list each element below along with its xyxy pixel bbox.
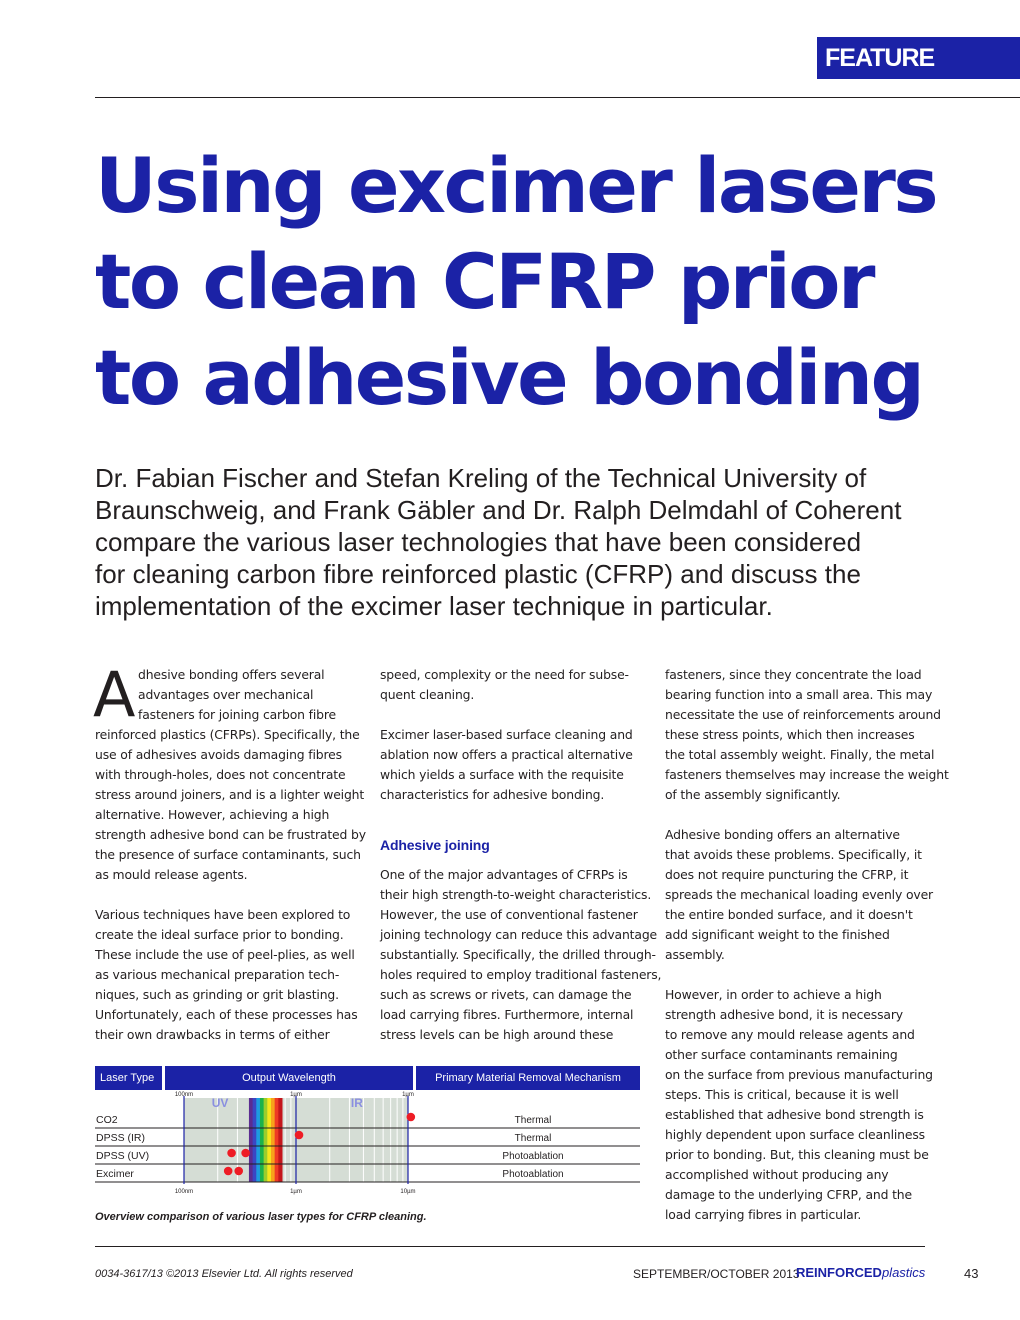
body-line: Various techniques have been explored to — [95, 907, 351, 922]
body-line: these stress points, which then increases — [665, 727, 915, 742]
standfirst-line: Dr. Fabian Fischer and Stefan Kreling of the Technical University of — [95, 463, 867, 493]
wavelength-dot — [241, 1149, 250, 1158]
body-line: other surface contaminants remaining — [665, 1047, 898, 1062]
title-line: to adhesive bonding — [95, 333, 923, 422]
body-line: Adhesive bonding offers an alternative — [665, 827, 900, 842]
tick-label-top-1um-a: 1µm — [290, 1092, 302, 1098]
journal-logo-bold: REINFORCED — [796, 1265, 882, 1280]
body-line: prior to bonding. But, this cleaning must be — [665, 1147, 929, 1162]
body-line: However, the use of conventional fastener — [380, 907, 638, 922]
standfirst-line: Braunschweig, and Frank Gäbler and Dr. Ralph Delmdahl of Coherent — [95, 495, 902, 525]
body-line: load carrying fibres. Furthermore, internal — [380, 1007, 634, 1022]
body-line: spreads the mechanical loading evenly over — [665, 887, 933, 902]
body-line: their own drawbacks in terms of either — [95, 1027, 330, 1042]
body-line: However, in order to achieve a high — [665, 987, 882, 1002]
wavelength-dot — [224, 1167, 233, 1176]
visible-spectrum-band — [249, 1098, 283, 1182]
row-laser-name: Excimer — [96, 1168, 134, 1180]
body-line: load carrying fibres in particular. — [665, 1207, 862, 1222]
standfirst — [95, 462, 925, 622]
body-line: as mould release agents. — [95, 867, 248, 882]
figure-header-row — [95, 1066, 640, 1090]
header-output-wavelength: Output Wavelength — [165, 1066, 413, 1090]
body-line: steps. This is critical, because it is well — [665, 1087, 899, 1102]
body-line: necessitate the use of reinforcements around — [665, 707, 941, 722]
drop-cap: A — [93, 658, 136, 731]
spectrum-stripe — [271, 1098, 275, 1182]
body-line: reinforced plastics (CFRPs). Specifically, the — [95, 727, 360, 742]
spectrum-stripe — [267, 1098, 271, 1182]
body-line: strength adhesive bond, it is necessary — [665, 1007, 903, 1022]
row-laser-name: DPSS (UV) — [96, 1150, 150, 1162]
bottom-rule — [95, 1246, 925, 1247]
body-line: stress around joiners, and is a lighter weight — [95, 787, 365, 802]
body-column-3 — [665, 665, 949, 1225]
body-line: their high strength-to-weight characteristics. — [380, 887, 652, 902]
standfirst-line: compare the various laser technologies that have been considered — [95, 527, 862, 557]
standfirst-line: implementation of the excimer laser technique in particular. — [95, 591, 773, 621]
body-column-1 — [93, 658, 366, 1045]
tick-label-bottom-100nm: 100nm — [174, 1189, 194, 1195]
body-line: use of adhesives avoids damaging fibres — [95, 747, 342, 762]
body-line: fasteners for joining carbon fibre — [138, 707, 337, 722]
body-line: advantages over mechanical — [138, 687, 314, 702]
body-line: quent cleaning. — [380, 687, 475, 702]
header-removal-mechanism: Primary Material Removal Mechanism — [416, 1066, 640, 1090]
band-label-uv: UV — [211, 1096, 229, 1110]
body-line: holes required to employ traditional fasteners, — [380, 967, 662, 982]
body-line: bearing function into a small area. This may — [665, 687, 933, 702]
standfirst-line: for cleaning carbon fibre reinforced plastic (CFRP) and discuss the — [95, 559, 861, 589]
band-label-ir: IR — [350, 1096, 363, 1110]
body-line: that avoids these problems. Specifically, it — [665, 847, 922, 862]
body-line: alternative. However, achieving a high — [95, 807, 330, 822]
body-line: joining technology can reduce this advantage — [380, 927, 658, 942]
body-line: niques, such as grinding or grit blasting. — [95, 987, 339, 1002]
row-mechanism: Thermal — [514, 1115, 552, 1126]
body-line: fasteners themselves may increase the weight — [665, 767, 949, 782]
top-rule — [95, 97, 1020, 98]
body-line: ablation now offers a practical alternative — [380, 747, 633, 762]
body-line: strength adhesive bond can be frustrated by — [95, 827, 366, 842]
spectrum-stripe — [249, 1098, 253, 1182]
body-line: accomplished without producing any — [665, 1167, 889, 1182]
body-line: as various mechanical preparation tech- — [95, 967, 340, 982]
body-line: the entire bonded surface, and it doesn't — [665, 907, 913, 922]
body-line: the presence of surface contaminants, such — [95, 847, 361, 862]
row-mechanism: Photoablation — [502, 1151, 564, 1162]
issue-date: SEPTEMBER/OCTOBER 2013 — [633, 1267, 800, 1281]
copyright-notice: 0034-3617/13 ©2013 Elsevier Ltd. All rights reserved — [95, 1268, 353, 1280]
wavelength-chart — [95, 1090, 640, 1206]
title-line: Using excimer lasers — [95, 141, 937, 230]
body-line: to remove any mould release agents and — [665, 1027, 915, 1042]
row-mechanism: Photoablation — [502, 1169, 564, 1180]
spectrum-stripe — [256, 1098, 260, 1182]
body-line: Excimer laser-based surface cleaning and — [380, 727, 633, 742]
tick-label-top-1um-b: 1µm — [402, 1092, 414, 1098]
body-line: add significant weight to the finished — [665, 927, 890, 942]
body-line: which yields a surface with the requisite — [380, 767, 624, 782]
body-line: characteristics for adhesive bonding. — [380, 787, 605, 802]
body-line: damage to the underlying CFRP, and the — [665, 1187, 912, 1202]
body-line: with through-holes, does not concentrate — [95, 767, 346, 782]
body-column-2 — [380, 665, 662, 1045]
body-line: These include the use of peel-plies, as well — [95, 947, 355, 962]
row-laser-name: DPSS (IR) — [96, 1132, 146, 1144]
wavelength-dot — [234, 1167, 243, 1176]
section-subhead: Adhesive joining — [380, 837, 490, 853]
figure-caption: Overview comparison of various laser types for CFRP cleaning. — [95, 1211, 427, 1223]
journal-logo — [796, 1265, 925, 1280]
tick-label-bottom-1um: 1µm — [290, 1189, 302, 1195]
row-mechanism: Thermal — [514, 1133, 552, 1144]
body-line: dhesive bonding offers several — [138, 667, 325, 682]
body-line: fasteners, since they concentrate the load — [665, 667, 922, 682]
body-line: established that adhesive bond strength is — [665, 1107, 924, 1122]
body-line: of the assembly significantly. — [665, 787, 841, 802]
body-line: One of the major advantages of CFRPs is — [380, 867, 628, 882]
row-laser-name: CO2 — [96, 1114, 118, 1126]
spectrum-stripe — [253, 1098, 257, 1182]
body-line: highly dependent upon surface cleanliness — [665, 1127, 925, 1142]
body-line: create the ideal surface prior to bonding. — [95, 927, 344, 942]
body-line: on the surface from previous manufacturing — [665, 1067, 933, 1082]
spectrum-stripe — [278, 1098, 282, 1182]
journal-logo-italic: plastics — [881, 1265, 926, 1280]
section-tag: FEATURE — [817, 37, 1020, 79]
body-line: substantially. Specifically, the drilled through- — [380, 947, 656, 962]
wavelength-dot — [295, 1131, 304, 1140]
wavelength-dot — [407, 1113, 416, 1122]
page-number: 43 — [964, 1266, 979, 1281]
tick-label-top-100nm: 100nm — [174, 1092, 194, 1098]
wavelength-dot — [227, 1149, 236, 1158]
body-line: assembly. — [665, 947, 725, 962]
body-line: speed, complexity or the need for subse- — [380, 667, 629, 682]
body-line: such as screws or rivets, can damage the — [380, 987, 632, 1002]
body-line: does not require puncturing the CFRP, it — [665, 867, 909, 882]
spectrum-stripe — [275, 1098, 279, 1182]
body-line: stress levels can be high around these — [380, 1027, 614, 1042]
tick-label-bottom-10um: 10µm — [400, 1189, 416, 1195]
body-line: Unfortunately, each of these processes has — [95, 1007, 358, 1022]
article-title — [95, 138, 995, 426]
body-line: the total assembly weight. Finally, the metal — [665, 747, 935, 762]
laser-comparison-figure — [95, 1066, 640, 1206]
title-line: to clean CFRP prior — [95, 237, 873, 326]
spectrum-stripe — [260, 1098, 264, 1182]
header-laser-type: Laser Type — [95, 1066, 162, 1090]
spectrum-stripe — [264, 1098, 268, 1182]
